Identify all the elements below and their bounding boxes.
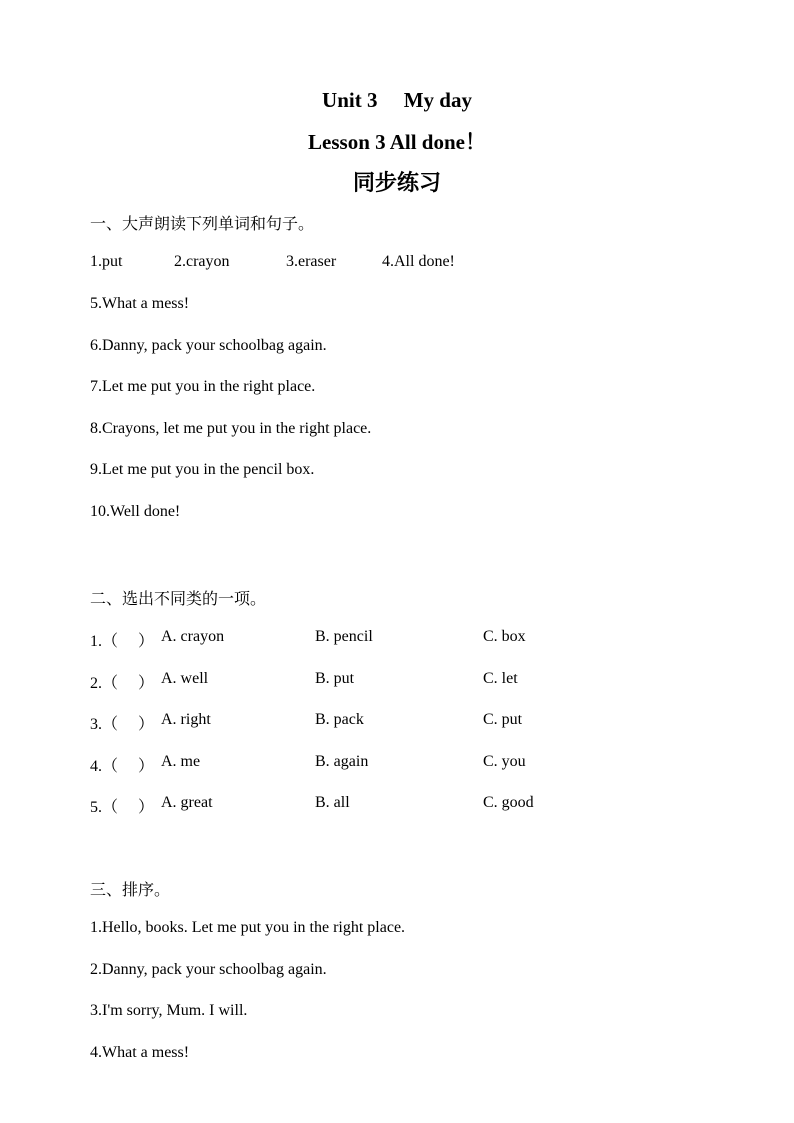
- option-c: C. let: [483, 670, 518, 687]
- option-c: C. put: [483, 711, 523, 728]
- option-a: A. crayon: [161, 628, 225, 645]
- sentence-item: 6.Danny, pack your schoolbag again.: [90, 337, 327, 354]
- question-number: 5.（ ）: [90, 799, 155, 816]
- sentence-item: 10.Well done!: [90, 503, 181, 520]
- word-item: 3.eraser: [286, 253, 337, 270]
- subtitle: 同步练习: [352, 171, 441, 196]
- option-a: A. right: [161, 711, 211, 728]
- sentence-item: 4.What a mess!: [90, 1044, 190, 1061]
- unit-title: Unit 3 My day: [322, 88, 472, 112]
- sentence-item: 7.Let me put you in the right place.: [90, 378, 316, 395]
- option-c: C. good: [483, 794, 534, 811]
- option-b: B. put: [315, 670, 355, 687]
- lesson-title: Lesson 3 All done！: [308, 130, 486, 154]
- option-c: C. box: [483, 628, 526, 645]
- option-b: B. pencil: [315, 628, 373, 645]
- section1-heading: 一、大声朗读下列单词和句子。: [90, 214, 315, 233]
- sentence-item: 2.Danny, pack your schoolbag again.: [90, 961, 327, 978]
- word-item: 1.put: [90, 253, 123, 270]
- question-number: 4.（ ）: [90, 758, 155, 775]
- option-b: B. all: [315, 794, 350, 811]
- option-c: C. you: [483, 753, 526, 770]
- question-number: 3.（ ）: [90, 716, 155, 733]
- sentence-item: 5.What a mess!: [90, 295, 190, 312]
- sentence-item: 3.I'm sorry, Mum. I will.: [90, 1002, 248, 1019]
- question-number: 1.（ ）: [90, 633, 155, 650]
- option-a: A. well: [161, 670, 209, 687]
- word-item: 2.crayon: [174, 253, 230, 270]
- sentence-item: 1.Hello, books. Let me put you in the right place.: [90, 919, 406, 936]
- option-a: A. me: [161, 753, 201, 770]
- question-number: 2.（ ）: [90, 675, 155, 692]
- option-b: B. again: [315, 753, 369, 770]
- section2-heading: 二、选出不同类的一项。: [90, 589, 267, 608]
- option-b: B. pack: [315, 711, 364, 728]
- option-a: A. great: [161, 794, 213, 811]
- sentence-item: 8.Crayons, let me put you in the right place.: [90, 420, 372, 437]
- section3-heading: 三、排序。: [90, 880, 171, 899]
- sentence-item: 9.Let me put you in the pencil box.: [90, 461, 315, 478]
- word-item: 4.All done!: [382, 253, 455, 270]
